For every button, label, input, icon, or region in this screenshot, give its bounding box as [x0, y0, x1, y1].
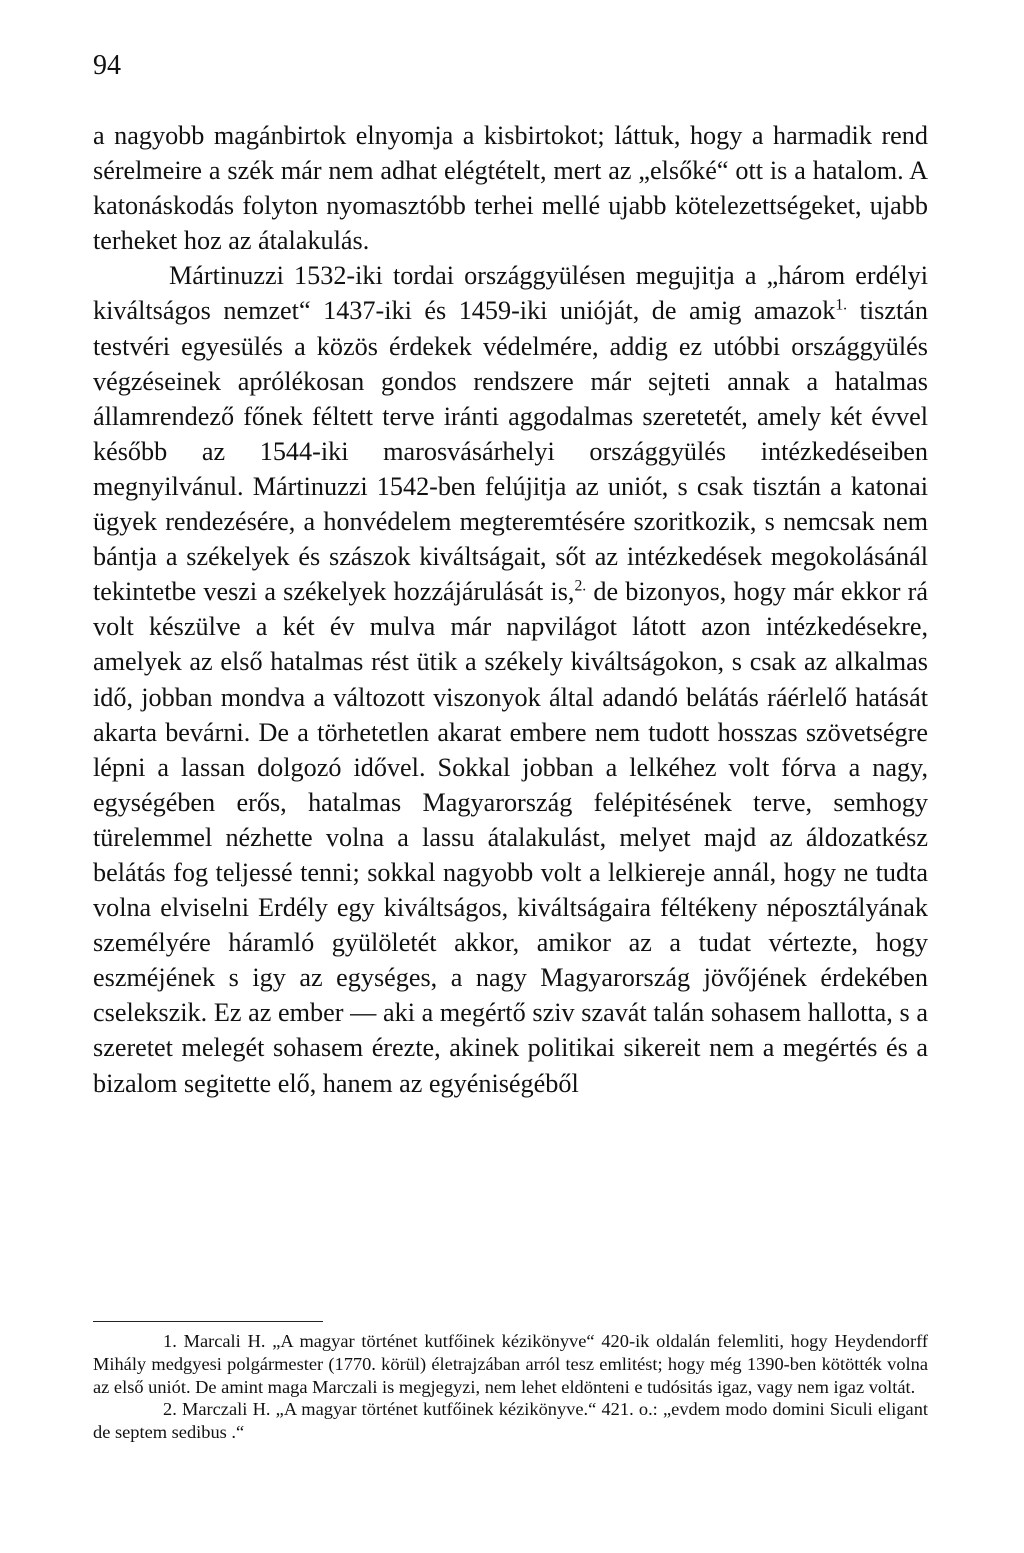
paragraph-2-text-b: tisztán testvéri egyesülés a közös érdekek védelmére, addig ez utóbbi országgyülés végzéseinek aprólékosan gondos rendszere már sejteti annak a hatalmas államrendező főnek féltett terve iránti aggodalmas szeretetét, amely két évvel később az 1544-iki marosvásárhelyi országgyülés intézkedéseiben megnyilvánul. Mártinuzzi 1542-ben felújitja az uniót, s csak tisztán a katonai ügyek rendezésére, a honvédelem megteremtésére szoritkozik, s nemcsak nem bántja a székelyek és szászok kiváltságait, sőt az intézkedések megokolásánál tekintetbe veszi a székelyek hozzájárulását is, [93, 296, 928, 607]
footnote-1: 1. Marcali H. „A magyar történet kutfőinek kézikönyve“ 420-ik oldalán felemliti, hogy Heydendorff Mihály medgyesi polgármester (1770. körül) életrajzában arról tesz emlitést; hogy még 1390-ben kötötték volna az első uniót. De amint maga Marczali is megjegyzi, nem lehet eldönteni e tudósitás igaz, vagy nem igaz voltát. [93, 1331, 928, 1397]
footnotes [93, 1330, 928, 1444]
main-text [93, 118, 928, 1101]
paragraph-2-text-c: de bizonyos, hogy már ekkor rá volt készülve a két év mulva már napvilágot látott azon intézkedésekre, amelyek az első hatalmas rést ütik a székely kiváltságokon, s csak az alkalmas idő, jobban mondva a változott viszonyok által adandó belátás ráérlelő hatását akarta bevárni. De a törhetetlen akarat embere nem tudott hosszas szövetségre lépni a lassan dolgozó idővel. Sokkal jobban a lelkéhez volt fórva a nagy, egységében erős, hatalmas Magyarország felépitésének terve, semhogy türelemmel nézhette volna a lassu átalakulást, melyet majd az áldozatkész belátás fog teljessé tenni; sokkal nagyobb volt a lelkiereje annál, hogy ne tudta volna elviselni Erdély egy kiváltságos, kiváltságaira féltékeny néposztályának személyére háramló gyülöletét akkor, amikor az a tudat vértezte, hogy eszméjének s igy az egységes, a nagy Magyarország jövőjének érdekében cselekszik. Ez az ember — aki a megértő sziv szavát talán sohasem hallotta, s a szeretet melegét sohasem érezte, akinek politikai sikereit nem a megértés és a bizalom segitette elő, hanem az egyéniségéből [93, 577, 928, 1098]
paragraph-1: a nagyobb magánbirtok elnyomja a kisbirtokot; láttuk, hogy a harmadik rend sérelmeire a szék már nem adhat elégtételt, mert az „elsőké“ ott is a hatalom. A katonáskodás folyton nyomasztóbb terhei mellé ujabb kötelezettségeket, ujabb terheket hoz az átalakulás. [93, 121, 928, 256]
footnote-2: 2. Marczali H. „A magyar történet kutfőinek kézikönyve.“ 421. o.: „evdem modo domini Siculi eligant de septem sedibus .“ [93, 1399, 928, 1443]
paragraph-2-text-a: Mártinuzzi 1532-iki tordai országgyülésen megujitja a „három erdélyi kiváltságos nemzet“ 1437-iki és 1459-iki unióját, de amig amazok [93, 261, 928, 326]
paragraph-2 [93, 258, 928, 1100]
page-number: 94 [93, 50, 121, 81]
footnote-ref-1: 1. [835, 296, 848, 314]
footnote-ref-2: 2. [574, 577, 587, 595]
footnote-separator [93, 1321, 323, 1322]
